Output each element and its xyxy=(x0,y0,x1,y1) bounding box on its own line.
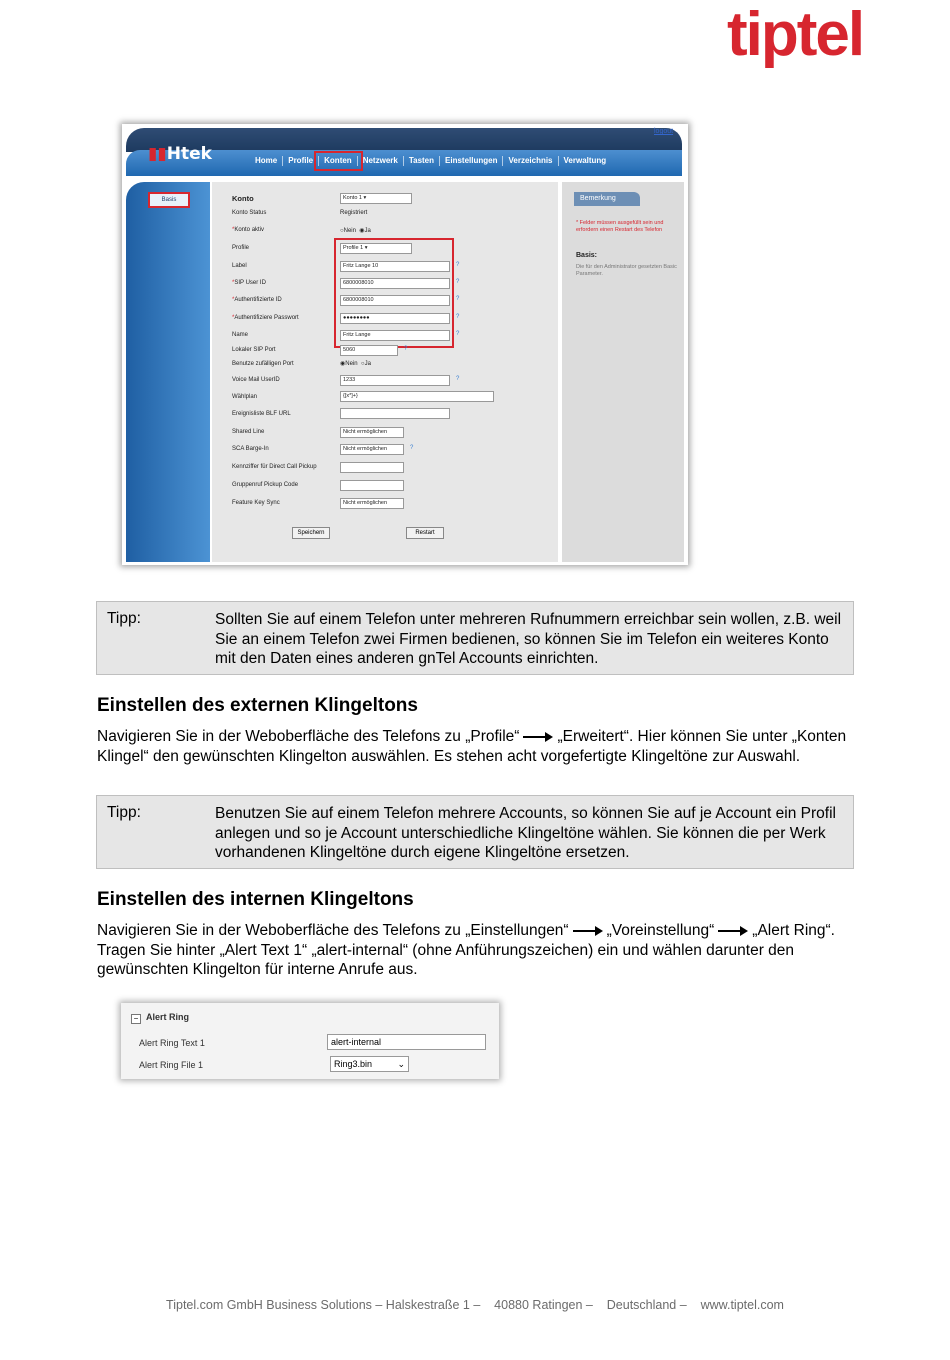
port-label: Lokaler SIP Port xyxy=(232,347,276,353)
alert-ring-text1-input[interactable]: alert-internal xyxy=(327,1034,486,1050)
nav-netzwerk[interactable]: Netzwerk xyxy=(358,156,404,166)
arrow-right-icon xyxy=(523,732,553,742)
group-pickup-label: Gruppenruf Pickup Code xyxy=(232,482,299,488)
alert-ring-file1-label: Alert Ring File 1 xyxy=(139,1060,204,1070)
basis-text: Die für den Administrator gesetzten Basic Parameter. xyxy=(576,264,677,277)
tip-label: Tipp: xyxy=(107,804,141,821)
dialplan-label: Wählplan xyxy=(232,394,258,400)
alert-ring-text1-label: Alert Ring Text 1 xyxy=(139,1038,205,1048)
shared-line-select[interactable]: Nicht ermöglichen xyxy=(340,427,404,438)
htek-konten-screenshot xyxy=(122,124,688,565)
sca-select[interactable]: Nicht ermöglichen xyxy=(340,444,404,455)
help-icon[interactable]: ? xyxy=(404,346,408,352)
profile-select[interactable]: Profile 1 ▾ xyxy=(340,243,412,254)
dcp-input[interactable] xyxy=(340,462,404,473)
sipuser-input[interactable]: 6800008010 xyxy=(340,278,450,289)
sca-label: SCA Barge-In xyxy=(232,446,269,452)
collapse-icon[interactable]: − xyxy=(131,1014,141,1024)
dcp-label: Kennziffer für Direct Call Pickup xyxy=(232,464,317,470)
status-value: Registriert xyxy=(340,210,368,216)
arrow-right-icon xyxy=(718,926,748,936)
alert-ring-screenshot xyxy=(121,1003,499,1079)
label-label: Label xyxy=(232,263,247,269)
tiptel-logo: tiptel xyxy=(727,0,864,69)
help-icon[interactable]: ? xyxy=(456,331,460,337)
sipuser-label: *SIP User ID xyxy=(232,280,266,286)
htek-header xyxy=(122,124,688,180)
nav-home[interactable]: Home xyxy=(250,156,283,166)
remark-title: Bemerkung xyxy=(574,192,640,206)
label-input[interactable]: Fritz Lange 10 xyxy=(340,261,450,272)
tip-text: Sollten Sie auf einem Telefon unter mehreren Rufnummern erreichbar sein wollen, z.B. weil Sie an einem Telefon zwei Firmen bedienen, so können Sie im Telefon ein weiteres Konto mit den Daten eines anderen gnTel Accounts einrichten. xyxy=(215,611,842,667)
password-label: *Authentifiziere Passwort xyxy=(232,315,299,321)
name-input[interactable]: Fritz Lange xyxy=(340,330,450,341)
chevron-down-icon: ⌄ xyxy=(397,1059,405,1069)
required-note: * Felder müssen ausgefüllt sein und erfordern einen Restart des Telefon xyxy=(576,220,664,233)
nav-profile[interactable]: Profile xyxy=(283,156,319,166)
highlight-box xyxy=(334,238,454,348)
help-icon[interactable]: ? xyxy=(456,376,460,382)
status-label: Konto Status xyxy=(232,210,267,216)
voicemail-label: Voice Mail UserID xyxy=(232,377,280,383)
help-icon[interactable]: ? xyxy=(456,262,460,268)
help-icon[interactable]: ? xyxy=(456,314,460,320)
help-icon[interactable]: ? xyxy=(456,296,460,302)
main-nav xyxy=(250,156,611,166)
tip-box xyxy=(96,795,854,869)
random-port-radios[interactable]: ◉Nein ○Ja xyxy=(340,361,371,367)
group-pickup-input[interactable] xyxy=(340,480,404,491)
help-icon[interactable]: ? xyxy=(456,279,460,285)
aktiv-label: *Konto aktiv xyxy=(232,227,265,233)
fks-select[interactable]: Nicht ermöglichen xyxy=(340,498,404,509)
save-button[interactable]: Speichern xyxy=(292,527,330,539)
arrow-right-icon xyxy=(573,926,603,936)
konto-label: Konto xyxy=(232,194,254,203)
section-heading-internal: Einstellen des internen Klingeltons xyxy=(97,889,414,910)
restart-button[interactable]: Restart xyxy=(406,527,444,539)
nav-konten[interactable]: Konten xyxy=(319,156,358,166)
fks-label: Feature Key Sync xyxy=(232,500,280,506)
dialplan-input[interactable]: {[x*]+} xyxy=(340,391,494,402)
aktiv-radios[interactable]: ○Nein ◉Ja xyxy=(340,228,371,234)
nav-verzeichnis[interactable]: Verzeichnis xyxy=(503,156,558,166)
auth-label: *Authentifizierte ID xyxy=(232,297,282,303)
shared-line-label: Shared Line xyxy=(232,429,265,435)
alert-ring-title: Alert Ring xyxy=(146,1012,190,1022)
name-label: Name xyxy=(232,332,249,338)
nav-verwaltung[interactable]: Verwaltung xyxy=(563,156,607,165)
random-port-label: Benutze zufälligen Port xyxy=(232,361,294,367)
blf-input[interactable] xyxy=(340,408,450,419)
blf-label: Ereignisliste BLF URL xyxy=(232,411,291,417)
voicemail-input[interactable]: 1233 xyxy=(340,375,450,386)
konto-select[interactable]: Konto 1 ▾ xyxy=(340,193,412,204)
footer: Tiptel.com GmbH Business Solutions – Halskestraße 1 – 40880 Ratingen – Deutschland – www.tiptel.com xyxy=(166,1298,784,1312)
tip-label: Tipp: xyxy=(107,610,141,627)
password-input[interactable]: ●●●●●●●● xyxy=(340,313,450,324)
logout-link[interactable]: logout xyxy=(654,128,674,135)
section-text-internal: Navigieren Sie in der Weboberfläche des Telefons zu „Einstellungen“ „Voreinstellung“ „Alert Ring“. Tragen Sie hinter „Alert Text 1“ „alert-internal“ (ohne Anführungszeichen) ein und wählen darunter den gewünschten Klingelton für interne Anrufe aus. xyxy=(97,922,835,978)
section-text-external: Navigieren Sie in der Weboberfläche des Telefons zu „Profile“ „Erweitert“. Hier können Sie unter „Konten Klingel“ den gewünschten Klingelton auswählen. Es stehen acht vorgefertigte Klingeltöne zur Auswahl. xyxy=(97,728,847,765)
alert-ring-file1-select[interactable]: Ring3.bin ⌄ xyxy=(330,1056,409,1072)
basis-title: Basis: xyxy=(576,252,598,259)
nav-einstellungen[interactable]: Einstellungen xyxy=(440,156,503,166)
help-icon[interactable]: ? xyxy=(410,445,414,451)
sidebar-item-basis[interactable]: Basis xyxy=(148,192,190,208)
tip-box xyxy=(96,601,854,675)
section-heading-external: Einstellen des externen Klingeltons xyxy=(97,695,418,716)
nav-tasten[interactable]: Tasten xyxy=(404,156,440,166)
auth-input[interactable]: 6800008010 xyxy=(340,295,450,306)
tip-text: Benutzen Sie auf einem Telefon mehrere Accounts, so können Sie auf je Account ein Profil anlegen und so je Account unterschiedliche Klingeltöne wählen. Sie können die per Werk vorhandenen Klingeltöne durch eigene Klingeltöne ersetzen. xyxy=(215,805,836,861)
remark-panel xyxy=(562,182,684,562)
profile-label: Profile xyxy=(232,245,250,251)
htek-logo: ▮▮Htek xyxy=(148,144,212,164)
sidebar xyxy=(126,182,210,562)
port-input[interactable]: 5060 xyxy=(340,345,398,356)
